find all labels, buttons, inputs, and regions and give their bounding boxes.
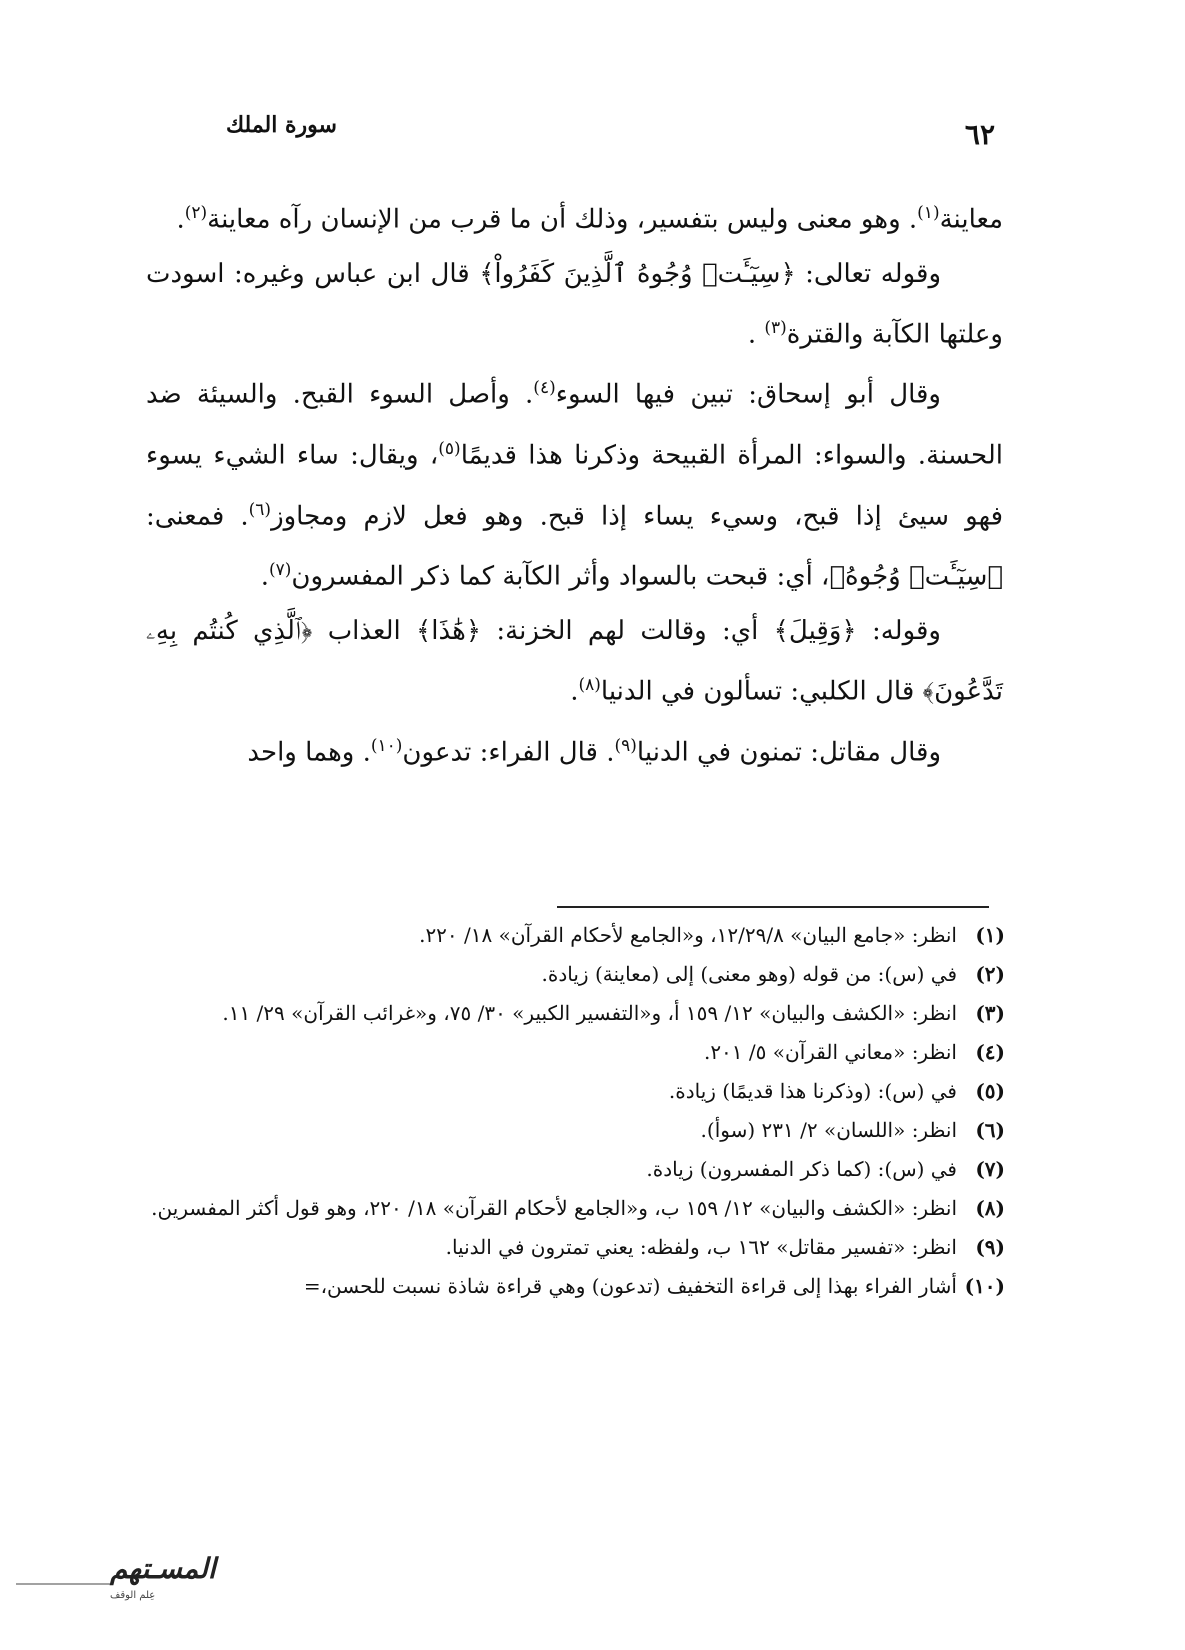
text-run: وقال أبو إسحاق: تبين فيها السوء	[555, 379, 941, 410]
footnote	[140, 1072, 1005, 1111]
paragraph	[146, 604, 1003, 719]
text-run: قال ابن عباس وغيره: اسودت وعلتها الكآبة والقترة	[146, 258, 1003, 350]
quran-verse: ﴿سِيٓـَٔتۡ وُجُوهُ ٱلَّذِينَ كَفَرُواْ﴾	[479, 258, 796, 289]
footnote-ref: (٩)	[614, 735, 637, 756]
footnote	[140, 1267, 1005, 1306]
paragraph	[146, 719, 1003, 780]
footnote-number: (٩)	[975, 1235, 1005, 1259]
text-run: .	[570, 676, 579, 707]
text-run: العذاب	[312, 615, 417, 646]
footnote-ref: (٥)	[438, 438, 461, 459]
footnote-text: انظر: «جامع البيان» ١٢/٢٩/٨، و«الجامع لأحكام القرآن» ١٨/ ٢٢٠.	[419, 923, 957, 947]
footnote-number: (٤)	[975, 1040, 1005, 1064]
watermark-subtext: عِلم الوقف	[110, 1590, 156, 1601]
footnote-text: أشار الفراء بهذا إلى قراءة التخفيف (تدعون) وهي قراءة شاذة نسبت للحسن،=	[303, 1274, 957, 1298]
footnote-text: في (س): من قوله (وهو معنى) إلى (معاينة) زيادة.	[541, 962, 957, 986]
footnote-ref: (١٠)	[370, 735, 403, 756]
footnote-text: انظر: «تفسير مقاتل» ١٦٢ ب، ولفظه: يعني تمترون في الدنيا.	[445, 1235, 957, 1259]
footnote-number: (٨)	[975, 1196, 1005, 1220]
text-run: وقال مقاتل: تمنون في الدنيا	[636, 737, 941, 768]
main-text	[146, 186, 1003, 779]
text-run: ، ويقال: ساء الشيء يسوء فهو سيئ إذا قبح، وسيء يساء إذا قبح. وهو فعل لازم ومجاوز	[146, 440, 1003, 532]
text-run: قال الكلبي: تسألون في الدنيا	[600, 676, 923, 707]
footnote-number: (١)	[975, 923, 1005, 947]
footnote-ref: (٣)	[764, 317, 787, 338]
footnote	[140, 955, 1005, 994]
footnote-text: انظر: «الكشف والبيان» ١٢/ ١٥٩ أ، و«التفسير الكبير» ٣٠/ ٧٥، و«غرائب القرآن» ٢٩/ ١١.	[222, 1001, 957, 1025]
footnote-number: (٥)	[975, 1079, 1005, 1103]
footnote-ref: (٧)	[268, 560, 292, 581]
text-run: .	[747, 319, 765, 350]
footnote	[140, 994, 1005, 1033]
surah-title: سورة الملك	[226, 112, 337, 138]
watermark-logo	[6, 1546, 216, 1606]
text-run: وقوله:	[856, 615, 941, 646]
text-run: . وأصل السوء القبح. والسيئة ضد الحسنة. والسواء: المرأة القبيحة وذكرنا هذا قديمًا	[146, 379, 1003, 471]
page-header	[160, 112, 995, 156]
paragraph	[146, 247, 1003, 362]
text-run: .	[176, 204, 185, 235]
text-run: معاينة	[939, 204, 1003, 235]
footnote-divider	[557, 906, 989, 908]
paragraph	[146, 186, 1003, 247]
quran-verse: ﴿هَٰذَا﴾	[416, 615, 482, 646]
footnote-text: انظر: «اللسان» ٢/ ٢٣١ (سوأ).	[700, 1118, 957, 1142]
text-run: أي: وقالت لهم الخزنة:	[481, 615, 774, 646]
footnote-number: (٢)	[975, 962, 1005, 986]
footnote-number: (٣)	[975, 1001, 1005, 1025]
footnote-ref: (٤)	[533, 378, 556, 399]
footnote	[140, 1150, 1005, 1189]
text-run: .	[260, 561, 269, 592]
text-run: . وهو معنى وليس بتفسير، وذلك أن ما قرب من الإنسان رآه معاينة	[207, 204, 918, 235]
quran-verse: ﴿ٱلَّذِي كُنتُم بِهِۦ تَدَّعُونَ﴾	[146, 615, 1003, 707]
footnote-number: (١٠)	[964, 1274, 1005, 1298]
footnote-ref: (١)	[917, 203, 940, 223]
footnote	[140, 1111, 1005, 1150]
quran-verse: ﴿سِيٓـَٔتۡ وُجُوهُ﴾	[829, 561, 1003, 592]
text-run: . فمعنى:	[146, 501, 249, 532]
footnote-number: (٦)	[975, 1118, 1005, 1142]
footnotes-section	[140, 916, 1005, 1306]
text-run: ، أي: قبحت بالسواد وأثر الكآبة كما ذكر المفسرون	[291, 561, 830, 592]
text-run: . وهما واحد	[247, 737, 371, 768]
footnote-number: (٧)	[975, 1157, 1005, 1181]
paragraph	[146, 361, 1003, 604]
footnote-text: في (س): (وذكرنا هذا قديمًا) زيادة.	[668, 1079, 957, 1103]
footnote-ref: (٢)	[184, 203, 208, 223]
page-number: ٦٢	[964, 118, 995, 151]
quran-verse: ﴿وَقِيلَ﴾	[773, 615, 857, 646]
footnote-ref: (٨)	[578, 674, 601, 695]
footnote	[140, 1228, 1005, 1267]
footnote	[140, 916, 1005, 955]
footnote-text: في (س): (كما ذكر المفسرون) زيادة.	[646, 1157, 957, 1181]
footnote	[140, 1189, 1005, 1228]
footnote-text: انظر: «معاني القرآن» ٥/ ٢٠١.	[703, 1040, 957, 1064]
footnote-ref: (٦)	[248, 499, 272, 520]
watermark-text: المسـتهم	[110, 1552, 216, 1585]
footnote-text: انظر: «الكشف والبيان» ١٢/ ١٥٩ ب، و«الجامع لأحكام القرآن» ١٨/ ٢٢٠، وهو قول أكثر المفسرين.	[151, 1196, 957, 1220]
text-run: . قال الفراء: تدعون	[402, 737, 615, 768]
footnote	[140, 1033, 1005, 1072]
text-run: وقوله تعالى:	[795, 258, 941, 289]
